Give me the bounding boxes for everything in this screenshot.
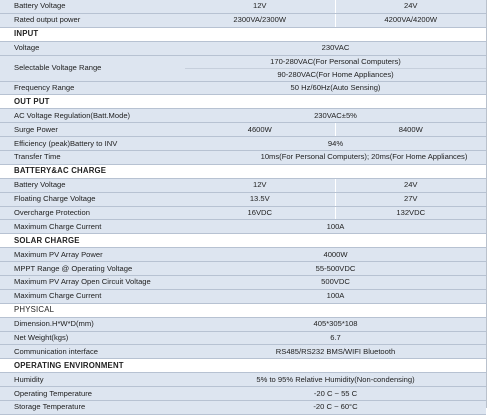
section-title: SOLAR CHARGE	[0, 234, 486, 248]
table-row	[0, 151, 486, 165]
table-row	[0, 178, 486, 192]
table-row	[0, 262, 486, 276]
surge-power-label: Surge Power	[0, 123, 185, 137]
max-pv-voc-value: 500VDC	[185, 276, 486, 290]
selectable-voltage-range-values	[185, 55, 486, 81]
floating-charge-12v: 13.5V	[185, 192, 335, 206]
section-header-solar-charge	[0, 234, 486, 248]
table-row	[0, 401, 486, 415]
table-row	[0, 55, 486, 81]
max-pv-voc-label: Maximum PV Array Open Circuit Voltage	[0, 276, 185, 290]
communication-value: RS485/RS232 BMS/WIFI Bluetooth	[185, 345, 486, 359]
selectable-range-computers: 170-280VAC(For Personal Computers)	[270, 56, 401, 66]
rated-output-power-12v: 2300VA/2300W	[185, 13, 335, 27]
charge-battery-voltage-12v: 12V	[185, 178, 335, 192]
table-row	[0, 317, 486, 331]
section-header-operating-environment	[0, 359, 486, 373]
section-title: INPUT	[0, 27, 486, 41]
table-row	[0, 0, 486, 13]
battery-voltage-label: Battery Voltage	[0, 0, 185, 13]
overcharge-protection-label: Overcharge Protection	[0, 206, 185, 220]
dimension-value: 405*305*108	[185, 317, 486, 331]
table-row	[0, 373, 486, 387]
dimension-label: Dimension.H*W*D(mm)	[0, 317, 185, 331]
floating-charge-24v: 27V	[335, 192, 486, 206]
floating-charge-label: Floating Charge Voltage	[0, 192, 185, 206]
table-row	[0, 192, 486, 206]
frequency-range-label: Frequency Range	[0, 81, 185, 95]
voltage-label: Voltage	[0, 41, 185, 55]
solar-max-charge-current-value: 100A	[185, 289, 486, 303]
table-row	[0, 387, 486, 401]
table-row	[0, 248, 486, 262]
max-pv-power-label: Maximum PV Array Power	[0, 248, 185, 262]
rated-output-power-label: Rated output power	[0, 13, 185, 27]
section-header-output	[0, 95, 486, 109]
storage-temperature-label: Storage Temperature	[0, 401, 185, 415]
charge-battery-voltage-label: Battery Voltage	[0, 178, 185, 192]
table-row	[0, 289, 486, 303]
selectable-voltage-range-label: Selectable Voltage Range	[0, 55, 185, 81]
selectable-range-appliances: 90-280VAC(For Home Appliances)	[185, 68, 486, 81]
max-pv-power-value: 4000W	[185, 248, 486, 262]
humidity-label: Humidity	[0, 373, 185, 387]
ac-regulation-value: 230VAC±5%	[185, 109, 486, 123]
overcharge-protection-24v: 132VDC	[335, 206, 486, 220]
section-title: PHYSICAL	[0, 303, 486, 317]
table-row	[0, 137, 486, 151]
table-row	[0, 220, 486, 234]
overcharge-protection-12v: 16VDC	[185, 206, 335, 220]
operating-temperature-label: Operating Temperature	[0, 387, 185, 401]
surge-power-24v: 8400W	[335, 123, 486, 137]
voltage-value: 230VAC	[185, 41, 486, 55]
table-row	[0, 81, 486, 95]
ac-max-charge-current-label: Maximum Charge Current	[0, 220, 185, 234]
section-header-input	[0, 27, 486, 41]
section-title: OUT PUT	[0, 95, 486, 109]
table-row	[0, 345, 486, 359]
mppt-range-label: MPPT Range @ Operating Voltage	[0, 262, 185, 276]
efficiency-label: Efficiency (peak)Battery to INV	[0, 137, 185, 151]
communication-label: Communication interface	[0, 345, 185, 359]
ac-max-charge-current-value: 100A	[185, 220, 486, 234]
table-row	[0, 41, 486, 55]
transfer-time-value: 10ms(For Personal Computers); 20ms(For Home Appliances)	[185, 151, 486, 165]
humidity-value: 5% to 95% Relative Humidity(Non-condensing)	[185, 373, 486, 387]
efficiency-value: 94%	[185, 137, 486, 151]
operating-temperature-value: -20 C ~ 55 C	[185, 387, 486, 401]
section-title: BATTERY&AC CHARGE	[0, 164, 486, 178]
solar-max-charge-current-label: Maximum Charge Current	[0, 289, 185, 303]
rated-output-power-24v: 4200VA/4200W	[335, 13, 486, 27]
table-row	[0, 13, 486, 27]
section-title: OPERATING ENVIRONMENT	[0, 359, 486, 373]
battery-voltage-24v: 24V	[335, 0, 486, 13]
table-row	[0, 276, 486, 290]
frequency-range-value: 50 Hz/60Hz(Auto Sensing)	[185, 81, 486, 95]
mppt-range-value: 55-500VDC	[185, 262, 486, 276]
transfer-time-label: Transfer Time	[0, 151, 185, 165]
section-header-battery-ac-charge	[0, 164, 486, 178]
surge-power-12v: 4600W	[185, 123, 335, 137]
table-row	[0, 109, 486, 123]
charge-battery-voltage-24v: 24V	[335, 178, 486, 192]
table-row	[0, 331, 486, 345]
table-row	[0, 206, 486, 220]
battery-voltage-12v: 12V	[185, 0, 335, 13]
ac-regulation-label: AC Voltage Regulation(Batt.Mode)	[0, 109, 185, 123]
storage-temperature-value: -20 C ~ 60°C	[185, 401, 486, 415]
net-weight-value: 6.7	[185, 331, 486, 345]
table-row	[0, 123, 486, 137]
section-header-physical	[0, 303, 486, 317]
net-weight-label: Net Weight(kgs)	[0, 331, 185, 345]
